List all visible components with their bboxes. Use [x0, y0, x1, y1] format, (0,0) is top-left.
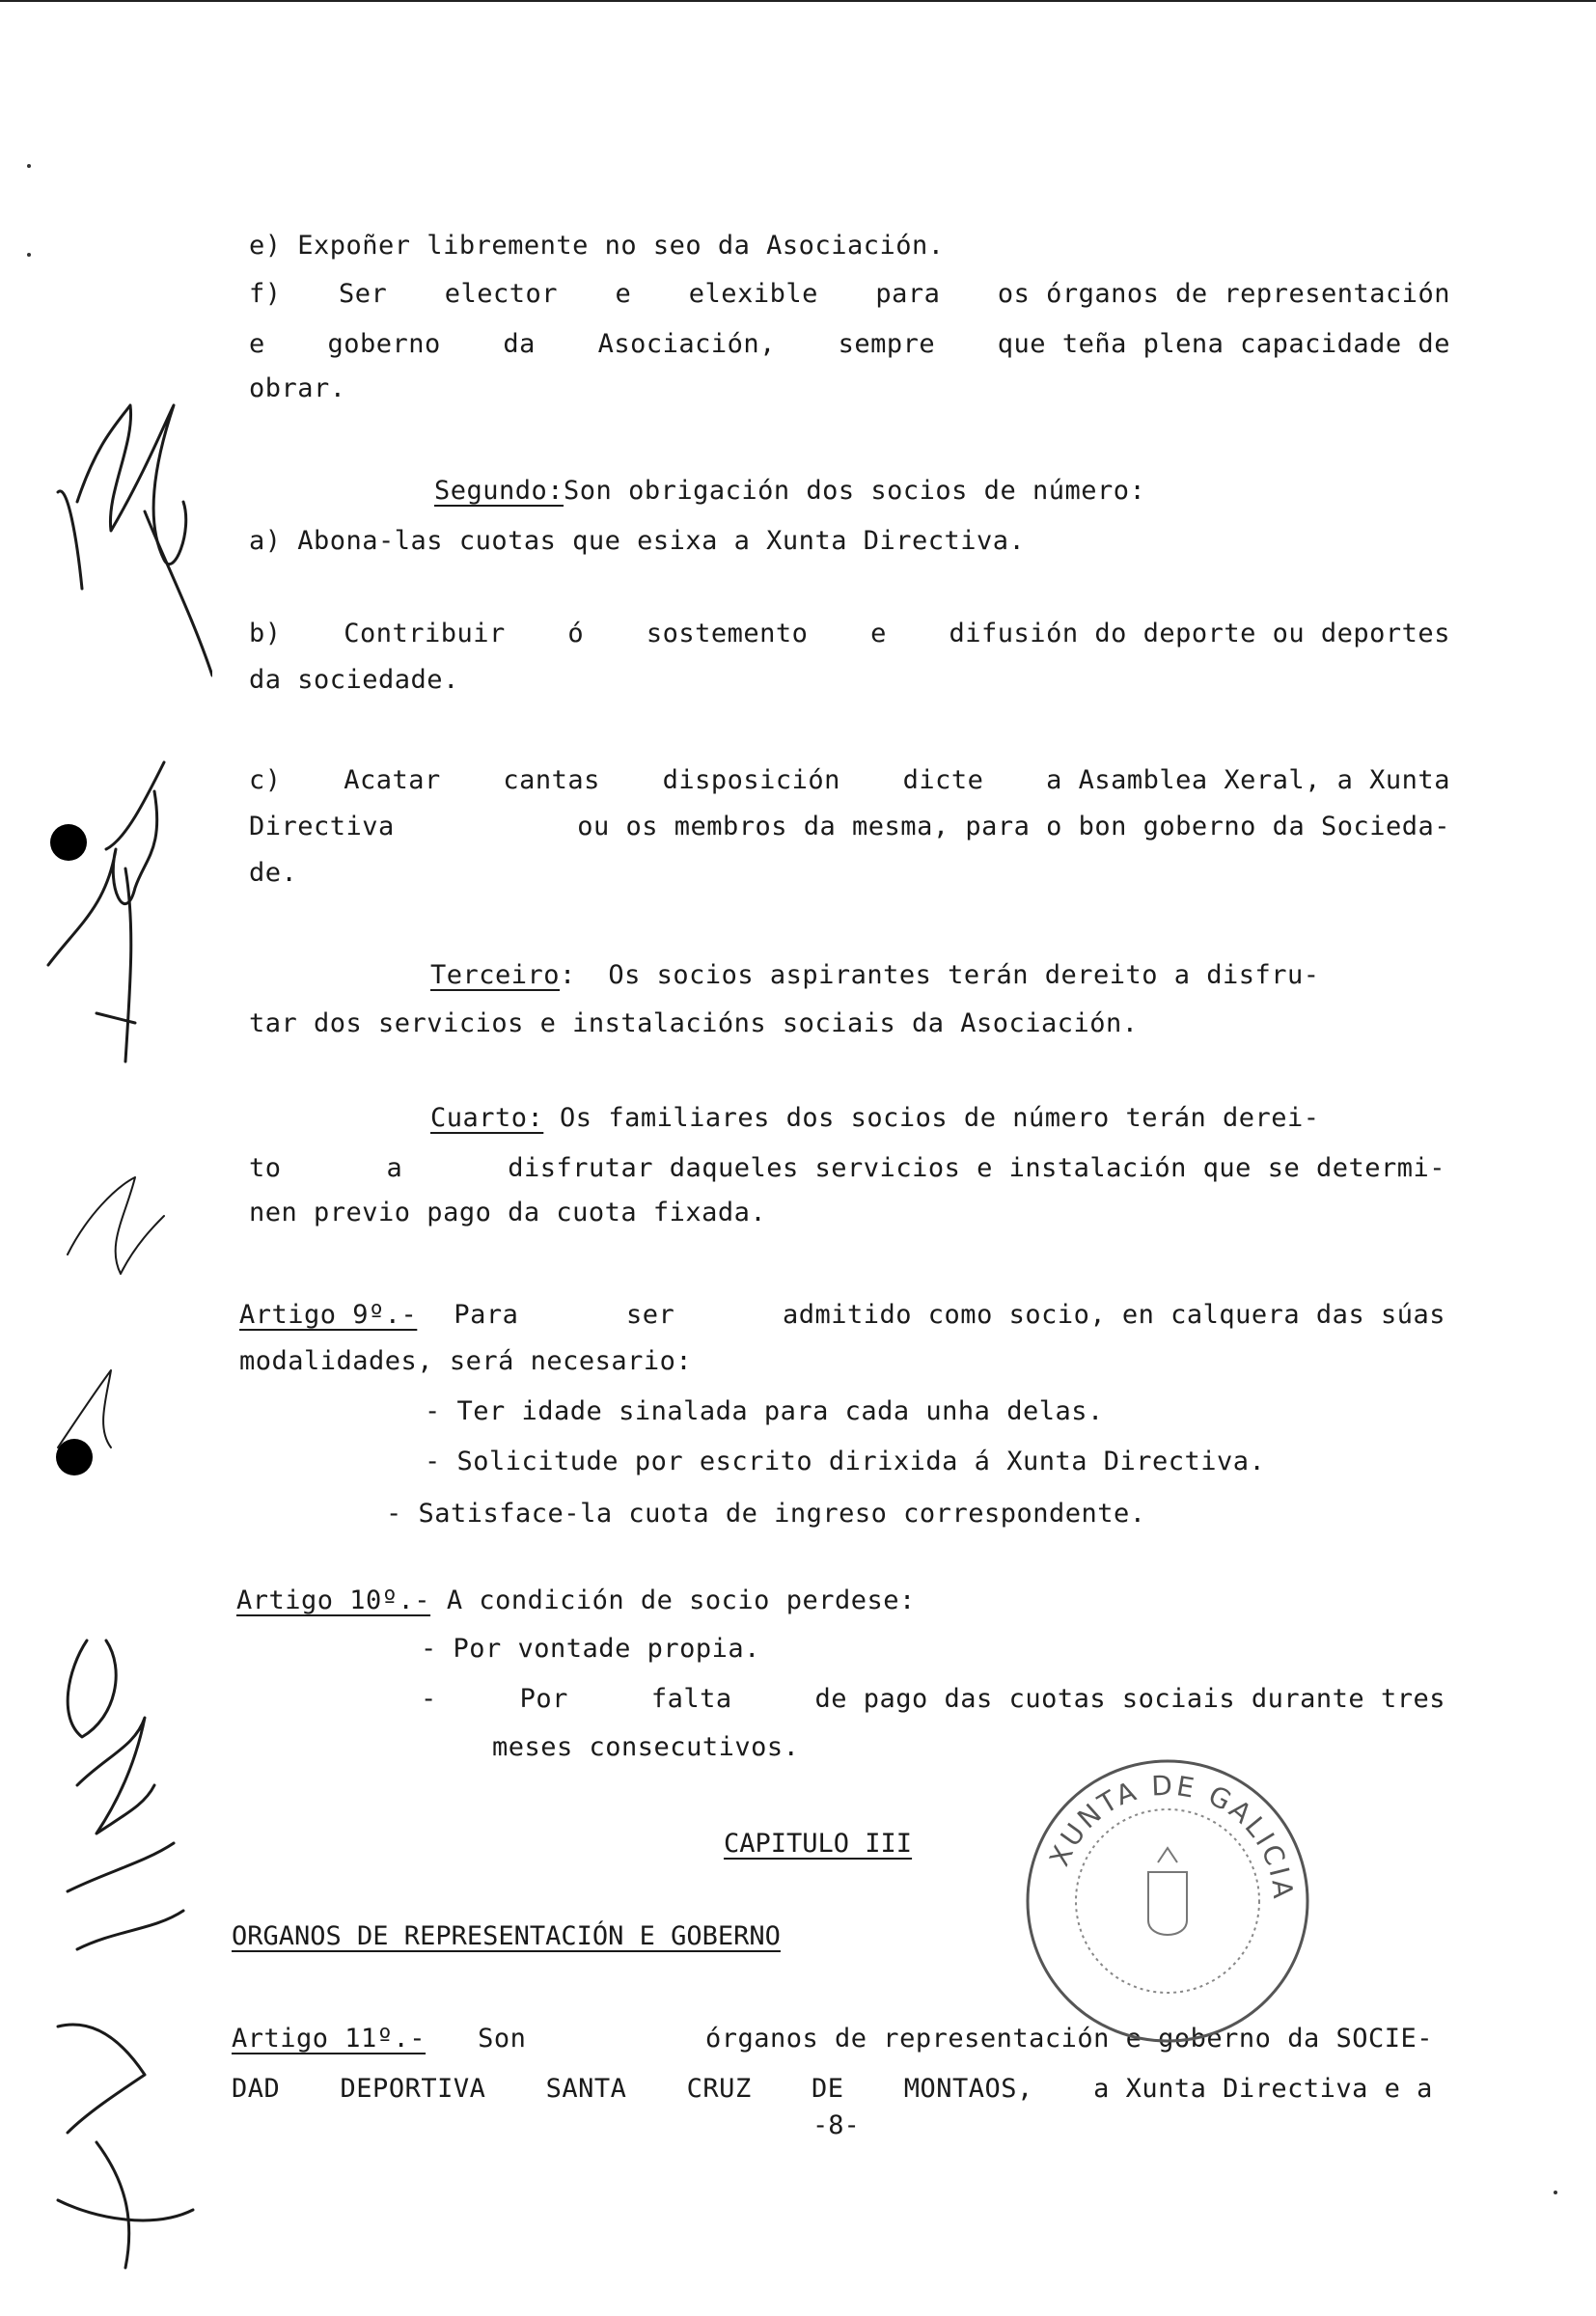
word-group: da [503, 329, 536, 359]
line-c-3: de. [249, 858, 298, 888]
artigo-10-item-1: - Por vontade propia. [421, 1634, 760, 1664]
top-edge-line [0, 0, 1596, 2]
artigo-10-line [236, 1585, 916, 1617]
word-group: Directiva [249, 812, 395, 841]
word-group: Contribuir [344, 619, 506, 648]
line-c-2 [249, 811, 1450, 843]
artigo-11-label: Artigo 11º.- [232, 2024, 427, 2054]
cuarto-paragraph [430, 1102, 1320, 1135]
word-group: elector [444, 279, 559, 309]
speck [1554, 2191, 1557, 2194]
artigo-9-heading-line [239, 1299, 1445, 1332]
word-group: a Asamblea Xeral, a Xunta [1046, 765, 1450, 795]
speck [27, 253, 31, 257]
word-group: ó [567, 619, 585, 648]
line-f-2 [249, 328, 1450, 361]
artigo-9-item-3: - Satisface-la cuota de ingreso correspondente. [386, 1499, 1146, 1529]
margin-signatures [39, 386, 212, 2316]
artigo-9-label: Artigo 9º.- [239, 1300, 418, 1330]
line-c-1 [249, 764, 1450, 797]
artigo-9-text [454, 1299, 1445, 1332]
word-group: e [249, 329, 265, 359]
line-artigo-9-2: modalidades, será necesario: [239, 1346, 693, 1376]
word-group: ou os membros da mesma, para o bon goberno da Socieda- [577, 812, 1450, 841]
speck [27, 164, 31, 168]
line-terceiro-2: tar dos servicios e instalacións sociais da Asociación. [249, 1008, 1139, 1038]
chapter-heading: CAPITULO III [724, 1829, 913, 1859]
word-group: os órganos de representación [997, 279, 1450, 309]
line-b-1 [249, 618, 1450, 650]
line-cuarto-2 [249, 1152, 1445, 1185]
terceiro-text: : Os socios aspirantes terán dereito a disfru- [560, 960, 1320, 990]
line-e: e) Expoñer libremente no seo da Asociación. [249, 231, 945, 261]
line-f-1 [249, 278, 1450, 311]
artigo-9-item-2: - Solicitude por escrito dirixida á Xunta Directiva. [425, 1447, 1266, 1476]
word-group: Ser [339, 279, 388, 309]
section-heading: ORGANOS DE REPRESENTACIÓN E GOBERNO [232, 1921, 781, 1951]
word-group: a Xunta Directiva e a [1093, 2074, 1433, 2104]
cuarto-text: Os familiares dos socios de número terán derei- [543, 1103, 1320, 1133]
word-group: - [421, 1684, 437, 1714]
official-stamp [1018, 1756, 1317, 2046]
word-group: to [249, 1153, 282, 1183]
line-cuarto-3: nen previo pago da cuota fixada. [249, 1198, 767, 1227]
word-group: b) [249, 619, 282, 648]
word-group: MONTAOS, [903, 2074, 1033, 2104]
word-group: de pago das cuotas sociais durante tres [814, 1684, 1445, 1714]
word-group: f) [249, 279, 282, 309]
word-group: goberno [327, 329, 441, 359]
word-group: órganos de representación e goberno da SOCIE- [705, 2024, 1433, 2054]
word-group: Son [478, 2024, 527, 2054]
word-group: SANTA [545, 2074, 627, 2104]
word-group: DAD [232, 2074, 281, 2104]
segundo-paragraph [434, 475, 1145, 508]
artigo-10-text: A condición de socio perdese: [430, 1585, 916, 1615]
line-f-3: obrar. [249, 373, 346, 403]
word-group: disposición [662, 765, 840, 795]
word-group: dicte [902, 765, 984, 795]
word-group: cantas [503, 765, 600, 795]
stamp-text: XUNTA DE GALICIA [1043, 1769, 1300, 1903]
word-group: Por [519, 1684, 568, 1714]
artigo-10-label: Artigo 10º.- [236, 1585, 431, 1615]
word-group: Acatar [344, 765, 441, 795]
word-group: falta [650, 1684, 732, 1714]
word-group: admitido como socio, en calquera das súas [783, 1300, 1445, 1330]
word-group: CRUZ [686, 2074, 752, 2104]
page-number: -8- [812, 2110, 860, 2140]
word-group: sempre [838, 329, 936, 359]
word-group: c) [249, 765, 282, 795]
word-group: DEPORTIVA [340, 2074, 486, 2104]
cuarto-label: Cuarto: [430, 1103, 544, 1133]
word-group: e [615, 279, 632, 309]
artigo-11-line-2 [232, 2073, 1433, 2106]
word-group: que teña plena capacidade de [997, 329, 1450, 359]
word-group: e [870, 619, 887, 648]
line-a: a) Abona-las cuotas que esixa a Xunta Directiva. [249, 526, 1026, 556]
word-group: para [875, 279, 941, 309]
artigo-10-item-2b: meses consecutivos. [492, 1732, 800, 1762]
word-group: sostemento [646, 619, 809, 648]
word-group: Para [454, 1300, 519, 1330]
terceiro-paragraph [430, 959, 1320, 992]
word-group: a [386, 1153, 403, 1183]
stamp-graphic [1018, 1756, 1317, 2046]
line-b-2: da sociedade. [249, 665, 459, 695]
word-group: disfrutar daqueles servicios e instalación que se determi- [508, 1153, 1445, 1183]
word-group: Asociación, [597, 329, 776, 359]
word-group: difusión do deporte ou deportes [949, 619, 1450, 648]
word-group: DE [811, 2074, 844, 2104]
segundo-label: Segundo: [434, 476, 564, 506]
artigo-9-item-1: - Ter idade sinalada para cada unha delas. [425, 1396, 1104, 1426]
terceiro-label: Terceiro [430, 960, 561, 990]
word-group: ser [626, 1300, 675, 1330]
artigo-10-item-2 [421, 1683, 1445, 1716]
segundo-text: Son obrigación dos socios de número: [564, 476, 1146, 506]
word-group: elexible [688, 279, 818, 309]
